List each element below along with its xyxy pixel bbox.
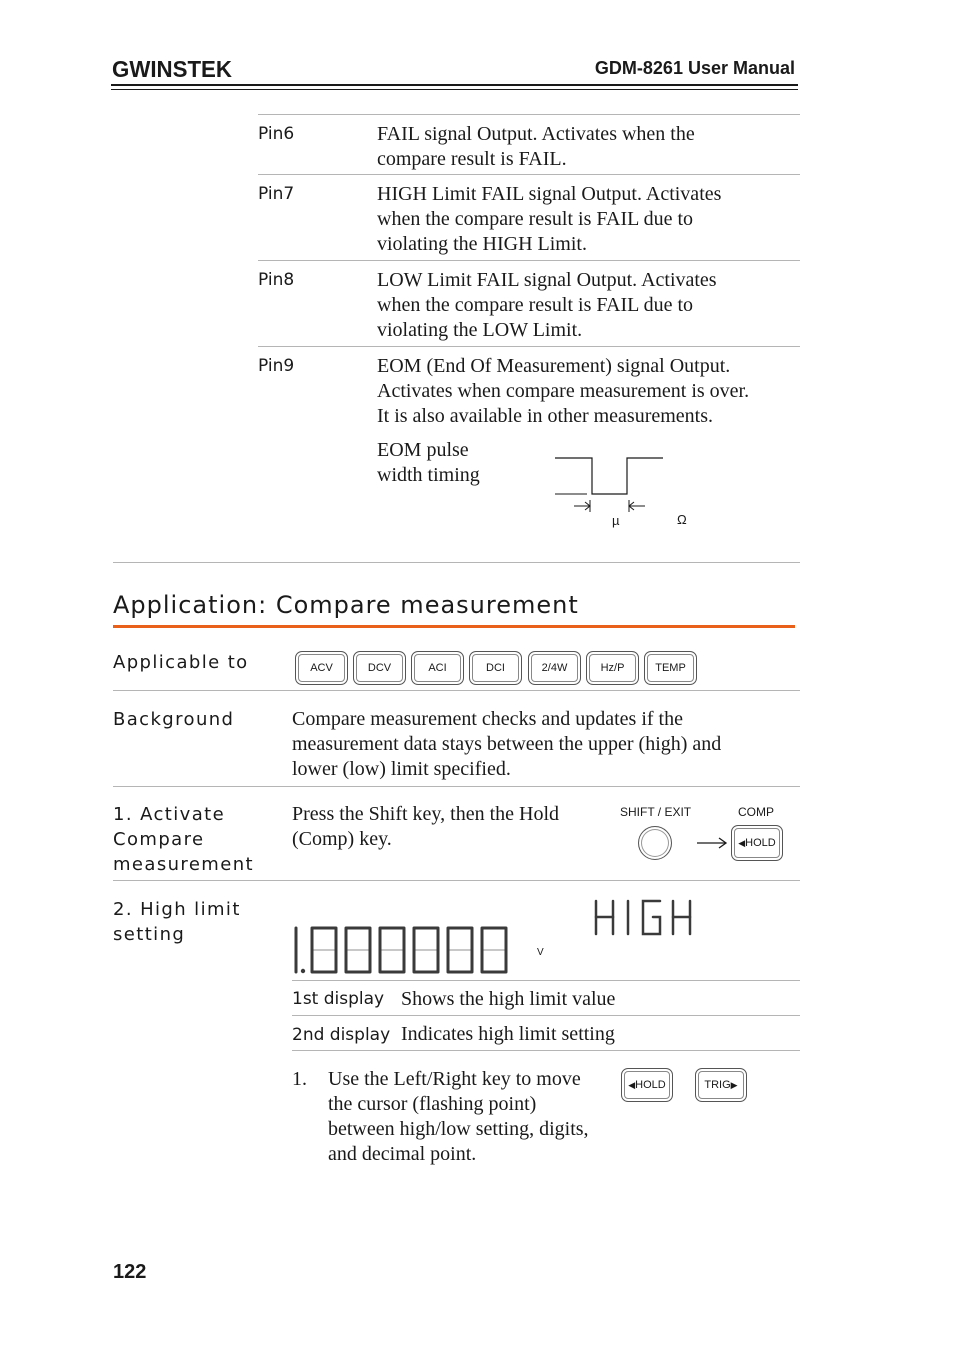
table-rule	[292, 1015, 800, 1016]
second-display	[593, 897, 703, 939]
instruction-text: Use the Left/Right key to move the cursor (flashing point) between high/low setting, digits, and decimal point.	[328, 1068, 589, 1165]
shift-exit-caption: SHIFT / EXIT	[620, 805, 692, 819]
seven-segment-high-icon	[593, 897, 703, 939]
pin-description: HIGH Limit FAIL signal Output. Activates when the compare result is FAIL due to violating the HIGH Limit.	[377, 183, 722, 255]
omega-symbol: Ω	[677, 512, 687, 527]
pin-description: EOM (End Of Measurement) signal Output. Activates when compare measurement is over. It is also available in other measurements.	[377, 355, 750, 427]
display-term: 2nd display	[292, 1025, 391, 1045]
key-acv: ACV	[295, 651, 348, 685]
display-desc: Shows the high limit value	[401, 988, 616, 1010]
key-dci: DCI	[469, 651, 522, 685]
shift-key	[638, 826, 672, 860]
pin-description: LOW Limit FAIL signal Output. Activates when the compare result is FAIL due to violating the LOW Limit.	[377, 269, 717, 341]
key-aci: ACI	[411, 651, 464, 685]
header-rule	[111, 84, 798, 86]
table-rule	[292, 1050, 800, 1051]
pin-label: Pin6	[258, 124, 295, 144]
step2-label: 2. High limit setting	[113, 899, 241, 945]
manual-title: GDM-8261 User Manual	[594, 58, 795, 78]
step1-text: Press the Shift key, then the Hold (Comp) key.	[292, 803, 560, 850]
background-label: Background	[113, 709, 235, 730]
pin-label: Pin8	[258, 270, 295, 290]
unit-label: V	[537, 947, 544, 958]
pin-label: Pin7	[258, 184, 295, 204]
left-hold-key: ◀ HOLD	[621, 1068, 673, 1102]
display-desc: Indicates high limit setting	[401, 1023, 615, 1045]
table-rule	[113, 880, 800, 881]
key-2-4w: 2/4W	[528, 651, 581, 685]
digit-zeros	[312, 928, 506, 972]
instruction-number: 1.	[292, 1068, 307, 1090]
pin-label: Pin9	[258, 356, 295, 376]
background-text: Compare measurement checks and updates if the measurement data stays between the upper (high) and lower (low) limit specified.	[292, 708, 722, 780]
key-dcv: DCV	[353, 651, 406, 685]
applicable-label: Applicable to	[113, 652, 249, 673]
page-number: 122	[113, 1261, 147, 1283]
table-rule	[258, 114, 800, 115]
right-triangle-icon: ▶	[730, 1079, 738, 1090]
section-title: Application: Compare measurement	[113, 591, 579, 619]
table-rule	[292, 980, 800, 981]
arrow-right-icon	[697, 836, 729, 848]
left-triangle-icon: ◀	[628, 1079, 636, 1090]
brand-logo	[112, 56, 236, 82]
table-rule	[258, 174, 800, 175]
hold-key: ◀ HOLD	[731, 825, 783, 861]
table-rule	[113, 562, 800, 563]
header-rule-thin	[111, 89, 798, 90]
table-rule	[258, 346, 800, 347]
right-trig-key: TRIG ▶	[695, 1068, 747, 1102]
key-temp: TEMP	[644, 651, 697, 685]
pin-description: FAIL signal Output. Activates when the compare result is FAIL.	[377, 123, 695, 170]
section-rule	[113, 625, 795, 628]
step1-label: 1. Activate Compare measurement	[113, 804, 254, 875]
table-rule	[113, 690, 800, 691]
svg-text:GWINSTEK: GWINSTEK	[112, 56, 233, 82]
key-hz-p: Hz/P	[586, 651, 639, 685]
main-display	[290, 920, 520, 980]
table-rule	[258, 260, 800, 261]
mu-symbol: µ	[612, 513, 620, 528]
table-rule	[113, 786, 800, 787]
eom-timing-label: EOM pulse width timing	[377, 439, 480, 486]
gwinstek-logo-icon	[112, 56, 236, 82]
seven-segment-value-icon	[290, 920, 520, 980]
left-triangle-icon: ◀	[738, 837, 746, 848]
display-term: 1st display	[292, 989, 385, 1009]
comp-caption: COMP	[738, 805, 774, 819]
